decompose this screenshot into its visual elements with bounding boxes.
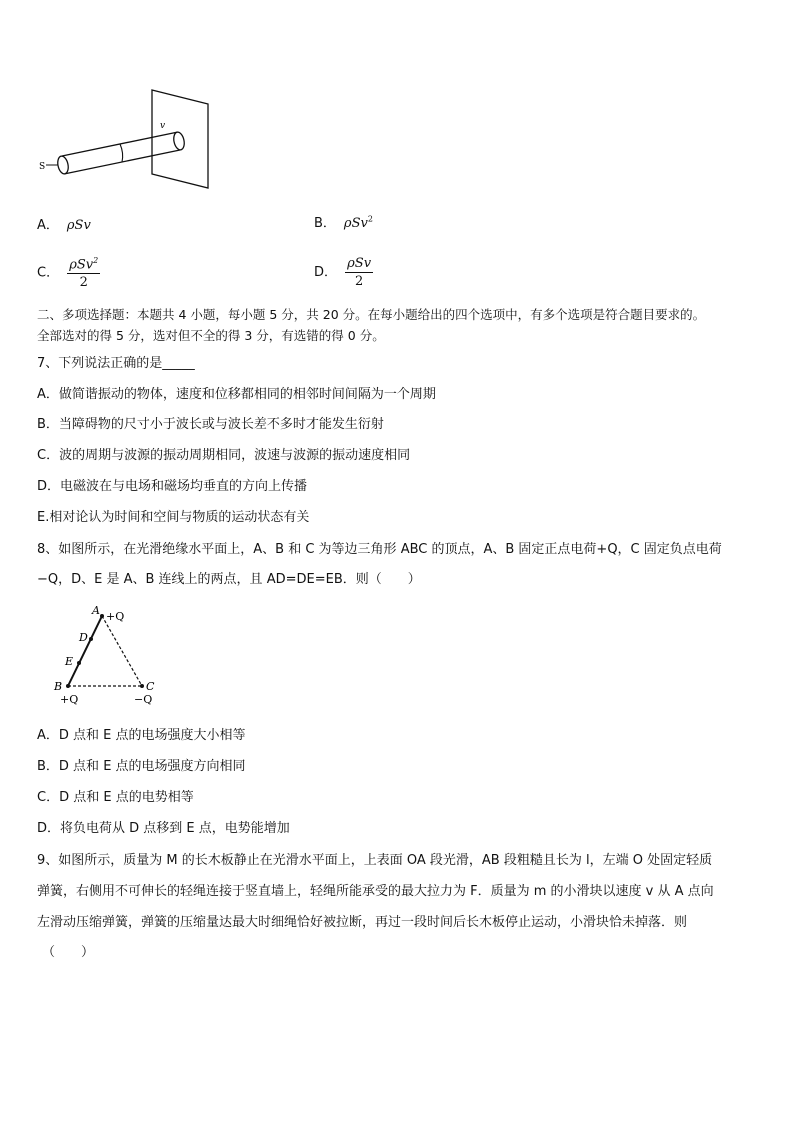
q9-stem-line2: 弹簧，右侧用不可伸长的轻绳连接于竖直墙上，轻绳所能承受的最大拉力为 F．质量为 m 的小滑块以速度 v 从 A 点向 xyxy=(37,884,714,899)
pipe-left-end xyxy=(56,155,70,175)
q8-option-d[interactable]: D．将负电荷从 D 点移到 E 点，电势能增加 xyxy=(37,821,290,836)
pipe-section-line xyxy=(120,144,123,162)
point-c xyxy=(140,684,144,688)
section2-line2: 全部选对的得 5 分，选对但不全的得 3 分，有选错的得 0 分。 xyxy=(37,328,385,343)
label-b-charge: +Q xyxy=(60,693,79,706)
q7-option-b[interactable]: B．当障碍物的尺寸小于波长或与波长差不多时才能发生衍射 xyxy=(37,417,384,432)
q8-option-c[interactable]: C．D 点和 E 点的电势相等 xyxy=(37,790,194,805)
q7-option-a[interactable]: A．做简谐振动的物体，速度和位移都相同的相邻时间间隔为一个周期 xyxy=(37,387,436,402)
q6-option-b[interactable]: B． ρSv$^2$ xyxy=(314,214,373,231)
point-e xyxy=(77,661,81,665)
label-a-charge: +Q xyxy=(106,610,125,623)
label-e: E xyxy=(65,655,74,668)
point-b xyxy=(66,684,70,688)
triangle-charge-figure xyxy=(50,602,170,708)
q6-option-a[interactable]: A． ρSv xyxy=(37,218,91,233)
label-v: v xyxy=(160,121,166,131)
q7-option-d[interactable]: D．电磁波在与电场和磁场均垂直的方向上传播 xyxy=(37,479,308,494)
label-c-charge: −Q xyxy=(134,693,153,706)
q6-option-d-fraction: $\frac{\text{ρSv}}{2}$ xyxy=(347,256,372,289)
q7-option-c[interactable]: C．波的周期与波源的振动周期相同，波速与波源的振动速度相同 xyxy=(37,448,411,463)
point-d xyxy=(89,637,93,641)
label-c: C xyxy=(146,680,155,693)
side-ab xyxy=(68,616,102,686)
q6-option-c-fraction: $\frac{\rho Sv^2}{2}$ xyxy=(69,256,99,291)
point-a xyxy=(100,614,104,618)
q6-option-c[interactable]: C． $\frac{\rho Sv^2}{2}$ xyxy=(37,256,99,291)
label-s: S xyxy=(39,162,46,172)
pipe-wall-figure xyxy=(36,86,216,190)
q7-stem: 7、下列说法正确的是_____ xyxy=(37,356,195,371)
q7-option-e[interactable]: E.相对论认为时间和空间与物质的运动状态有关 xyxy=(37,510,310,525)
q8-stem-line1: 8、如图所示，在光滑绝缘水平面上，A、B 和 C 为等边三角形 ABC 的顶点，A、B 固定正点电荷+Q，C 固定负点电荷 xyxy=(37,542,722,557)
q6-option-d[interactable]: D． $\frac{\text{ρSv}}{2}$ xyxy=(314,256,372,289)
q9-answer-blank: （ ） xyxy=(42,945,95,960)
section2-line1: 二、多项选择题：本题共 4 小题，每小题 5 分，共 20 分。在每小题给出的四个选项中，有多个选项是符合题目要求的。 xyxy=(37,307,706,322)
q8-stem-line2: −Q，D、E 是 A、B 连线上的两点，且 AD=DE=EB．则（ ） xyxy=(37,572,421,587)
q8-option-a[interactable]: A．D 点和 E 点的电场强度大小相等 xyxy=(37,728,246,743)
label-d: D xyxy=(79,631,88,644)
q9-stem-line1: 9、如图所示，质量为 M 的长木板静止在光滑水平面上，上表面 OA 段光滑，AB 段粗糙且长为 l，左端 O 处固定轻质 xyxy=(37,853,713,868)
side-ac xyxy=(102,616,142,686)
label-a: A xyxy=(92,604,100,617)
q8-option-b[interactable]: B．D 点和 E 点的电场强度方向相同 xyxy=(37,759,246,774)
q9-stem-line3: 左滑动压缩弹簧，弹簧的压缩量达最大时细绳恰好被拉断，再过一段时间后长木板停止运动，小滑块恰未掉落．则 xyxy=(37,915,688,930)
label-b: B xyxy=(54,680,63,693)
